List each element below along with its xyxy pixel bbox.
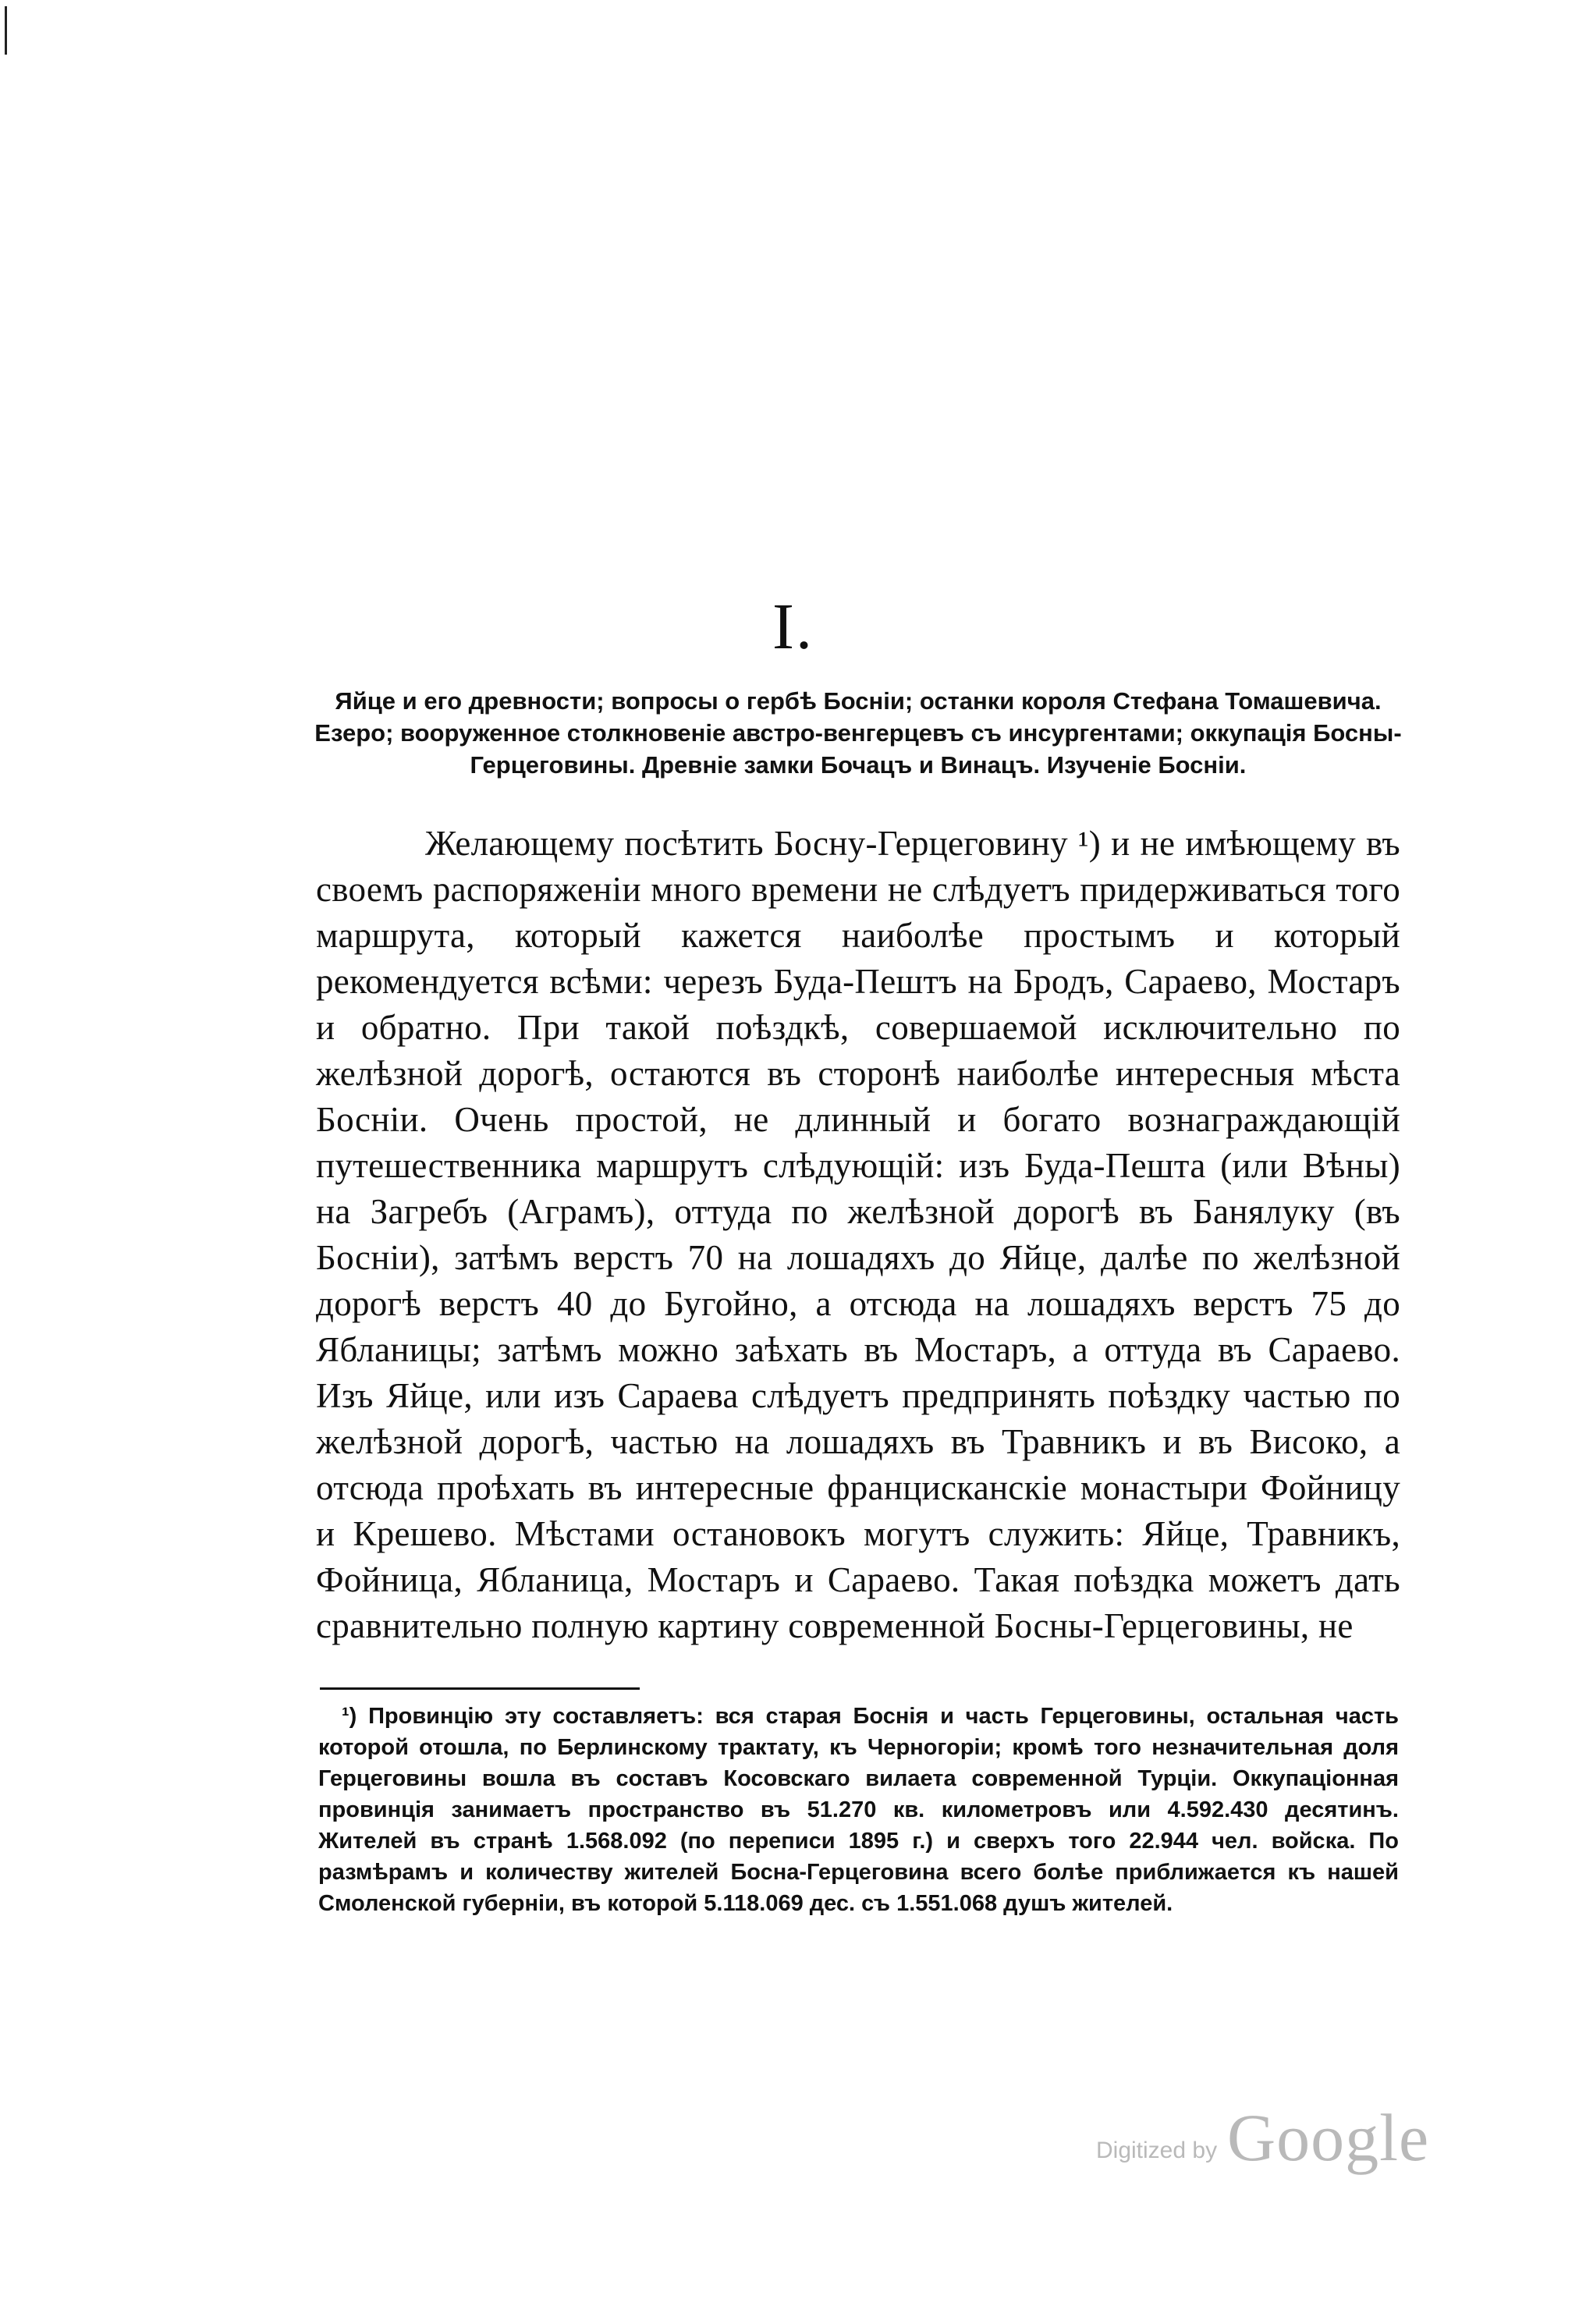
google-logo: Google — [1227, 2100, 1430, 2175]
body-paragraph: Желающему посѣтить Босну-Герцеговину ¹) и не имѣющему въ своемъ распоряженіи много времени не слѣдуетъ придерживаться того маршрута, который кажется наиболѣе простымъ и который рекомендуется всѣми: черезъ Буда-Пештъ на Бродъ, Сараево, Мостаръ и обратно. При такой поѣздкѣ, совершаемой исключительно по желѣзной дорогѣ, остаются въ сторонѣ наиболѣе интересныя мѣста Босніи. Очень простой, не длинный и богато вознаграждающій путешественника маршрутъ слѣдующій: изъ Буда-Пешта (или Вѣны) на Загребъ (Аграмъ), оттуда по желѣзной дорогѣ въ Банялуку (въ Босніи), затѣмъ верстъ 70 на лошадяхъ до Яйце, далѣе по желѣзной дорогѣ верстъ 40 до Бугойно, а отсюда на лошадяхъ верстъ 75 до Ябланицы; затѣмъ можно заѣхать въ Мостаръ, а оттуда въ Сараево. Изъ Яйце, или изъ Сараева слѣдуетъ предпринять поѣздку частью по желѣзной дорогѣ, частью на лошадяхъ въ Травникъ и въ Високо, а отсюда проѣхать въ интересные францисканскіе монастыри Фойницу и Крешево. Мѣстами остановокъ могутъ служить: Яйце, Травникъ, Фойница, Ябланица, Мостаръ и Сараево. Такая поѣздка можетъ дать сравнительно полную картину современной Босны-Герцеговины, не — [316, 824, 1400, 1645]
footnote-divider — [320, 1687, 640, 1690]
chapter-number: I. — [772, 591, 814, 663]
chapter-summary: Яйце и его древности; вопросы о гербѣ Босніи; останки короля Стефана Томашевича. Езеро; вооруженное столкновеніе австро-венгерцевъ съ инсургентами; оккупація Босны-Герцеговины. Древніе замки Бочацъ и Винацъ. Изученіе Босніи. — [314, 687, 1402, 779]
digitized-watermark — [1096, 2099, 1430, 2184]
watermark-prefix: Digitized by — [1096, 2138, 1218, 2163]
footnote: ¹) Провинцію эту составляетъ: вся старая Боснія и часть Герцеговины, остальная часть которой отошла, по Берлинскому трактату, къ Черногоріи; кромѣ того незначительная доля Герцеговины вошла въ составъ Косовскаго вилаета современной Турціи. Оккупаціонная провинція занимаетъ пространство въ 51.270 кв. километровъ или 4.592.430 десятинъ. Жителей въ странѣ 1.568.092 (по переписи 1895 г.) и сверхъ того 22.944 чел. войска. По размѣрамъ и количеству жителей Босна-Герцеговина всего болѣе приближается къ нашей Смоленской губерніи, въ которой 5.118.069 дес. съ 1.551.068 душъ жителей. — [318, 1704, 1399, 1916]
scan-edge-mark — [5, 6, 7, 55]
